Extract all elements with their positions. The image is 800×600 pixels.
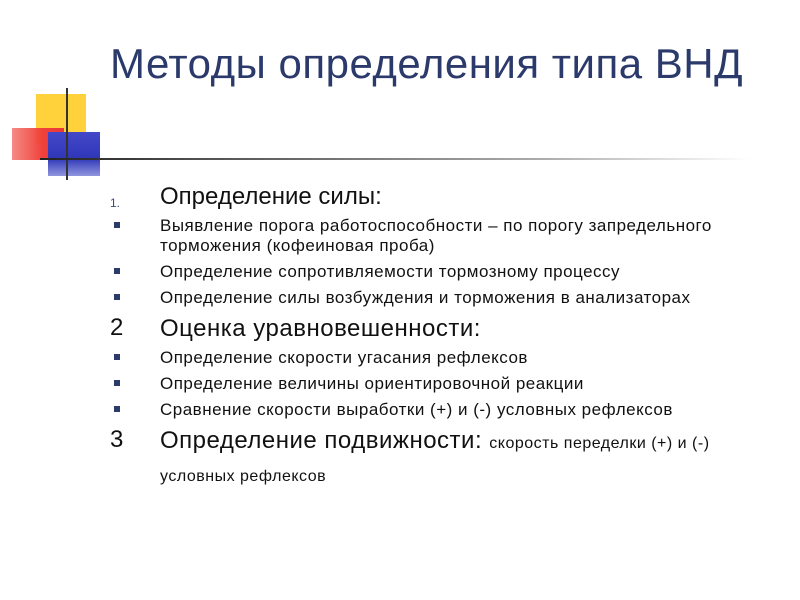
section-2 bbox=[110, 314, 770, 344]
bullet-text: Выявление порога работоспособности – по порогу запредельного торможения (кофеиновая проба) bbox=[160, 216, 712, 255]
bullet-icon bbox=[114, 380, 120, 386]
section-2-number: 2 bbox=[110, 314, 124, 341]
section-1-heading: Определение силы: bbox=[160, 183, 382, 210]
section-3 bbox=[110, 426, 770, 492]
list-item bbox=[110, 400, 770, 420]
section-3-heading: Определение подвижности: bbox=[160, 427, 483, 454]
bullet-icon bbox=[114, 406, 120, 412]
bullet-icon bbox=[114, 268, 120, 274]
title-divider-line bbox=[40, 158, 750, 160]
bullet-icon bbox=[114, 294, 120, 300]
list-item bbox=[110, 348, 770, 368]
section-3-line bbox=[160, 426, 770, 492]
bullet-text: Определение силы возбуждения и торможения в анализаторах bbox=[160, 288, 691, 307]
list-item bbox=[110, 288, 770, 308]
decorative-vertical-line bbox=[66, 88, 68, 180]
bullet-text: Определение величины ориентировочной реакции bbox=[160, 374, 584, 393]
section-2-heading: Оценка уравновешенности: bbox=[160, 315, 481, 342]
list-item bbox=[110, 262, 770, 282]
slide-content bbox=[110, 182, 770, 492]
slide-title: Методы определения типа ВНД bbox=[110, 40, 744, 87]
bullet-icon bbox=[114, 222, 120, 228]
bullet-text: Определение скорости угасания рефлексов bbox=[160, 348, 528, 367]
bullet-text: Сравнение скорости выработки (+) и (-) условных рефлексов bbox=[160, 400, 673, 419]
bullet-icon bbox=[114, 354, 120, 360]
list-item bbox=[110, 374, 770, 394]
decorative-blue-square bbox=[48, 132, 100, 176]
section-3-number: 3 bbox=[110, 426, 124, 453]
bullet-text: Определение сопротивляемости тормозному процессу bbox=[160, 262, 621, 281]
section-3-tail: скорость переделки (+) и (-) условных рефлексов bbox=[160, 435, 710, 485]
section-1 bbox=[110, 182, 770, 212]
section-1-number: 1. bbox=[110, 196, 121, 210]
list-item bbox=[110, 216, 770, 256]
